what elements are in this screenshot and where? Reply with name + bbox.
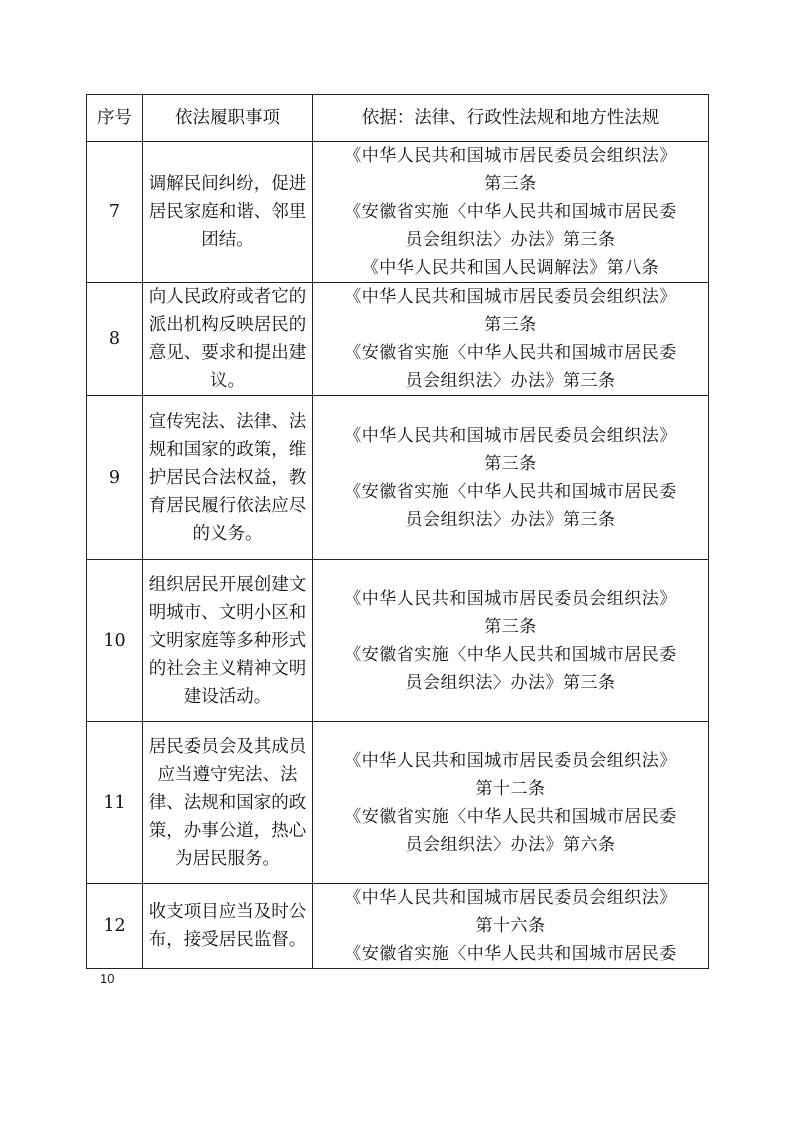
basis-line: 《安徽省实施〈中华人民共和国城市居民委 (344, 481, 677, 502)
basis-line: 员会组织法〉办法》第六条 (405, 834, 616, 855)
basis-line: 《中华人民共和国城市居民委员会组织法》 (344, 750, 677, 771)
table-row (87, 283, 709, 396)
table-row (87, 560, 709, 722)
table-row (87, 884, 709, 969)
basis-line: 《中华人民共和国城市居民委员会组织法》 (344, 888, 677, 908)
basis-line: 《安徽省实施〈中华人民共和国城市居民委 (344, 644, 677, 665)
basis-line: 员会组织法〉办法》第三条 (405, 230, 616, 250)
basis-line: 员会组织法〉办法》第三条 (405, 509, 616, 530)
basis-line: 《中华人民共和国城市居民委员会组织法》 (344, 146, 677, 166)
row-basis (313, 396, 709, 560)
row-basis (313, 722, 709, 884)
header-basis: 依据：法律、行政性法规和地方性法规 (313, 95, 709, 142)
basis-line: 员会组织法〉办法》第三条 (405, 672, 616, 693)
basis-line: 第三条 (484, 174, 537, 194)
row-duty: 宣传宪法、法律、法规和国家的政策，维护居民合法权益，教育居民履行依法应尽的义务。 (143, 396, 313, 560)
row-duty: 组织居民开展创建文明城市、文明小区和文明家庭等多种形式的社会主义精神文明建设活动。 (143, 560, 313, 722)
row-duty: 收支项目应当及时公布，接受居民监督。 (143, 884, 313, 969)
duty-table (86, 94, 709, 969)
page-number: 10 (100, 971, 115, 986)
table-row (87, 722, 709, 884)
row-seq: 8 (87, 283, 143, 396)
row-basis (313, 884, 709, 969)
basis-line: 《安徽省实施〈中华人民共和国城市居民委 (344, 343, 677, 363)
table-header-row (87, 95, 709, 142)
basis-line: 《安徽省实施〈中华人民共和国城市居民委 (344, 202, 677, 222)
row-basis (313, 283, 709, 396)
row-seq: 12 (87, 884, 143, 969)
basis-line: 《安徽省实施〈中华人民共和国城市居民委 (344, 944, 677, 964)
basis-line: 第三条 (484, 315, 537, 335)
basis-line: 《中华人民共和国城市居民委员会组织法》 (344, 588, 677, 609)
header-seq: 序号 (87, 95, 143, 142)
basis-line: 《中华人民共和国城市居民委员会组织法》 (344, 287, 677, 307)
row-seq: 11 (87, 722, 143, 884)
basis-line: 《中华人民共和国城市居民委员会组织法》 (344, 425, 677, 446)
basis-line: 《中华人民共和国人民调解法》第八条 (361, 258, 660, 278)
row-basis (313, 142, 709, 283)
basis-line: 第十六条 (475, 916, 546, 936)
row-duty: 调解民间纠纷，促进居民家庭和谐、邻里团结。 (143, 142, 313, 283)
row-duty: 向人民政府或者它的派出机构反映居民的意见、要求和提出建议。 (143, 283, 313, 396)
table-row (87, 142, 709, 283)
table-row (87, 396, 709, 560)
row-seq: 10 (87, 560, 143, 722)
basis-line: 员会组织法〉办法》第三条 (405, 371, 616, 391)
row-basis (313, 560, 709, 722)
basis-line: 《安徽省实施〈中华人民共和国城市居民委 (344, 806, 677, 827)
basis-line: 第三条 (484, 616, 537, 637)
row-seq: 7 (87, 142, 143, 283)
row-duty: 居民委员会及其成员应当遵守宪法、法律、法规和国家的政策，办事公道，热心为居民服务。 (143, 722, 313, 884)
row-seq: 9 (87, 396, 143, 560)
basis-line: 第三条 (484, 453, 537, 474)
basis-line: 第十二条 (475, 778, 546, 799)
header-duty: 依法履职事项 (143, 95, 313, 142)
